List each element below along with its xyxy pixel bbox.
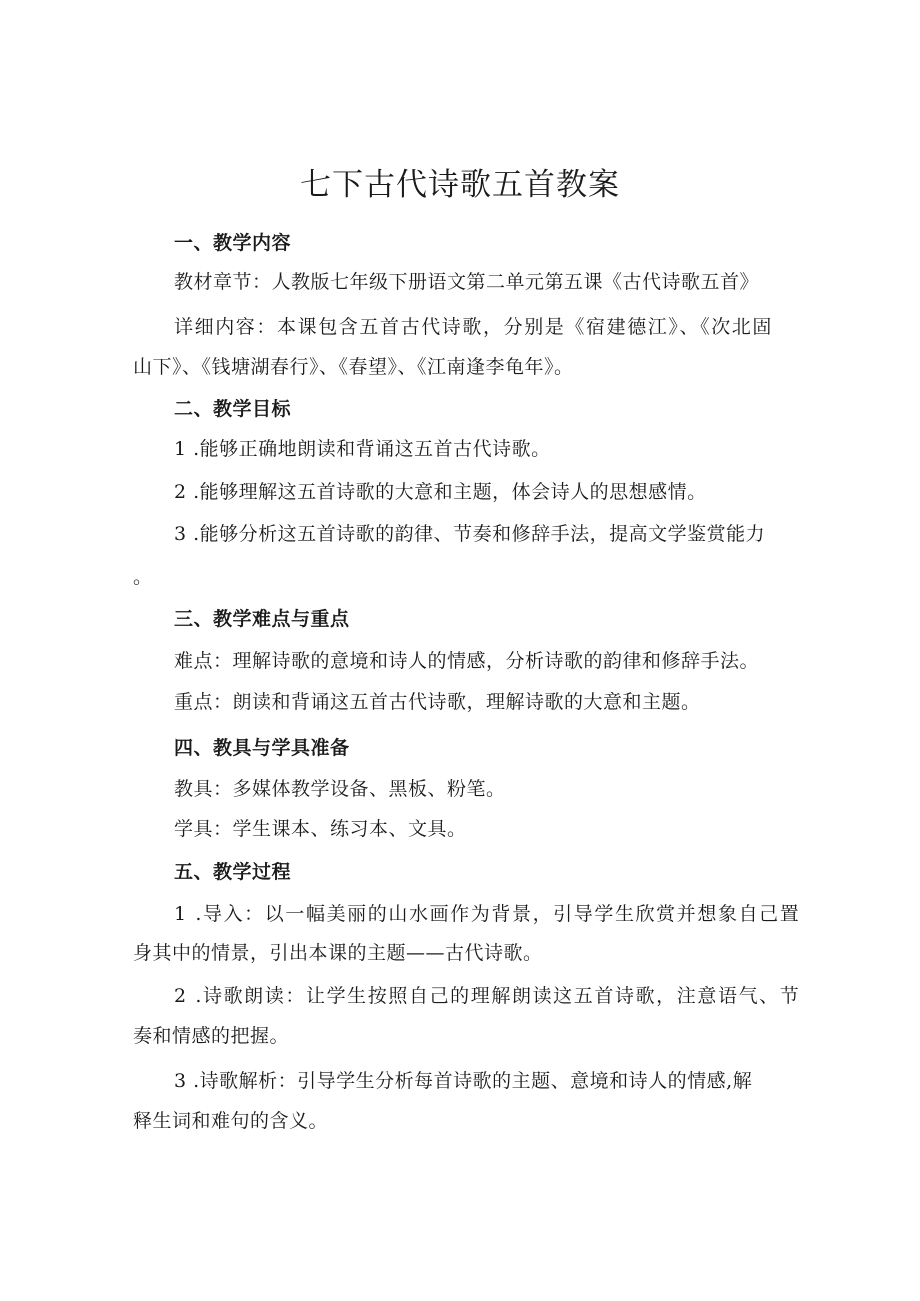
paragraph-line: 教材章节：人教版七年级下册语文第二单元第五课《古代诗歌五首》 (174, 271, 760, 293)
document-title: 七下古代诗歌五首教案 (300, 167, 620, 203)
paragraph-line: 重点：朗读和背诵这五首古代诗歌，理解诗歌的大意和主题。 (174, 691, 701, 713)
paragraph-line: 身其中的情景，引出本课的主题——古代诗歌。 (133, 942, 543, 964)
paragraph-line: 释生词和难句的含义。 (133, 1110, 329, 1132)
paragraph-line: 山下》、《钱塘湖春行》、《春望》、《江南逢李龟年》。 (133, 356, 574, 378)
paragraph-line: 详细内容：本课包含五首古代诗歌，分别是《宿建德江》、《次北固 (174, 316, 774, 338)
list-item: 3 .诗歌解析：引导学生分析每首诗歌的主题、意境和诗人的情感,解 (174, 1070, 753, 1092)
list-item: 1 .能够正确地朗读和背诵这五首古代诗歌。 (174, 438, 551, 460)
section-heading-content: 一、教学内容 (174, 232, 292, 254)
list-item: 2 .诗歌朗读：让学生按照自己的理解朗读这五首诗歌，注意语气、节 (174, 985, 801, 1007)
section-heading-materials: 四、教具与学具准备 (174, 737, 350, 759)
list-item: 2 .能够理解这五首诗歌的大意和主题，体会诗人的思想感情。 (174, 481, 707, 503)
paragraph-line: 。 (133, 566, 153, 588)
list-item: 3 .能够分析这五首诗歌的韵律、节奏和修辞手法，提高文学鉴赏能力 (174, 523, 766, 545)
paragraph-line: 难点：理解诗歌的意境和诗人的情感，分析诗歌的韵律和修辞手法。 (174, 650, 760, 672)
section-heading-process: 五、教学过程 (174, 861, 292, 883)
section-heading-goals: 二、教学目标 (174, 398, 292, 420)
paragraph-line: 奏和情感的把握。 (133, 1025, 290, 1047)
section-heading-key-points: 三、教学难点与重点 (174, 608, 350, 630)
paragraph-line: 学具：学生课本、练习本、文具。 (174, 818, 467, 840)
paragraph-line: 教具：多媒体教学设备、黑板、粉笔。 (174, 778, 506, 800)
list-item: 1 .导入：以一幅美丽的山水画作为背景，引导学生欣赏并想象自己置 (174, 903, 801, 925)
